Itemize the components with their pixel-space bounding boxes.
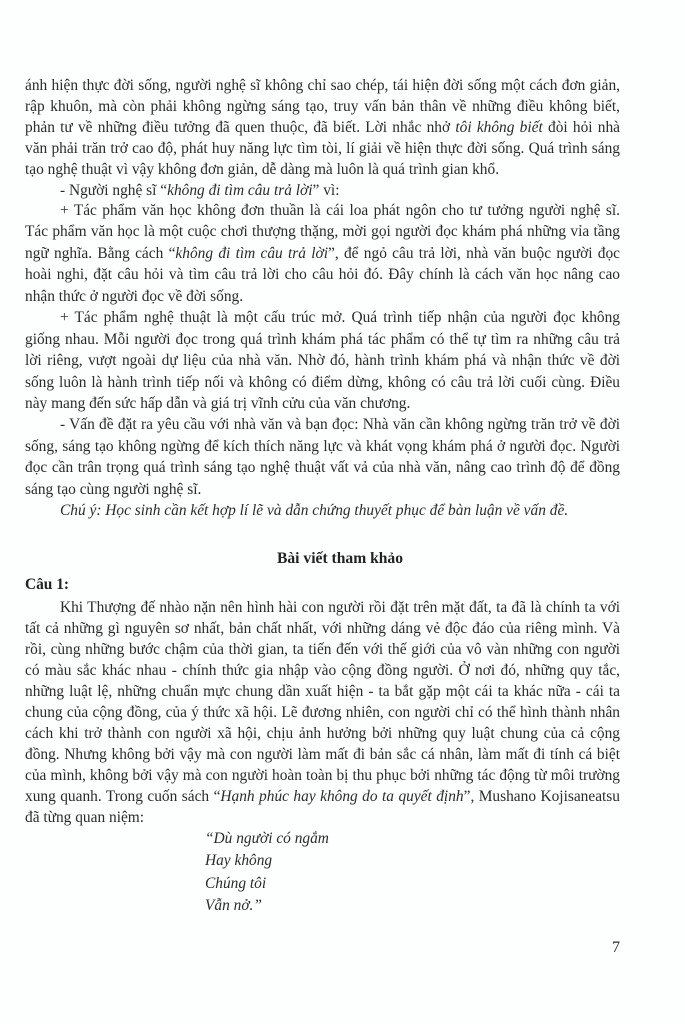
text-segment: những luật lệ, những chuẩn mực chung dần xuất hiện - ta bắt gặp một cái ta khác nữa - cái ta (25, 683, 620, 700)
text-line (25, 744, 620, 765)
text-segment: ngữ nghĩa. Bằng cách “ (25, 244, 176, 262)
text-segment: sáng tạo cùng người nghệ sĩ. (25, 480, 202, 498)
text-line (25, 723, 620, 744)
text-line (25, 457, 620, 478)
text-line (25, 264, 620, 285)
text-segment: giống nhau. Mỗi người đọc trong quá trình khám phá tác phẩm có thể tự tìm ra những câu trả (25, 330, 620, 348)
text-segment: có màu sắc khác nhau - chính thức gia nhập vào cộng đồng người. Ở nơi đó, những quy tắc, (25, 662, 620, 679)
text-line (25, 393, 620, 414)
italic-text: không đi tìm câu trả lời (167, 182, 313, 199)
text-line (25, 765, 620, 786)
text-line (25, 681, 620, 702)
text-segment: Khi Thượng đế nhào nặn nên hình hài con người rồi đặt trên mặt đất, ta đã là chính ta với (60, 599, 620, 616)
text-segment: - Vấn đề đặt ra yêu cầu với nhà văn và bạn đọc: Nhà văn cần không ngừng trăn trở về đời (60, 416, 620, 434)
text-segment: sống, sáng tạo không ngừng để kích thích năng lực và khát vọng khám phá ở người đọc. Người (25, 437, 620, 455)
text-line (25, 286, 620, 307)
text-line (25, 660, 620, 681)
text-line (25, 479, 620, 500)
text-segment: đọc cần trân trọng quá trình sáng tạo nghệ thuật vất vả của nhà văn, nâng cao trình độ để đồng (25, 459, 620, 477)
poem-line: “Dù người có ngắm (205, 830, 329, 847)
text-segment: đồng. Nhưng không bởi vậy mà con người làm mất đi bản sắc cá nhân, làm mất đi tính cá biệt (25, 746, 620, 763)
italic-text: Chú ý: Học sinh cần kết hợp lí lẽ và dẫn chứng thuyết phục để bàn luận về vấn đề. (60, 502, 569, 520)
text-segment: đã từng quan niệm: (25, 809, 145, 826)
page-number: 7 (612, 939, 620, 956)
text-line (25, 243, 620, 264)
italic-text: không đi tìm câu trả lời (175, 244, 329, 262)
text-segment: ánh hiện thực đời sống, người nghệ sĩ không chỉ sao chép, tái hiện đời sống một cách đơn giản, (25, 77, 620, 94)
text-segment: + Tác phẩm văn học không đơn thuần là cái loa phát ngôn cho tư tưởng người nghệ sĩ. (60, 202, 620, 219)
text-segment: rồi, cùng những bước chậm của thời gian, ta tiến đến với thế giới của vô vàn những con người (25, 641, 620, 658)
text-line (25, 307, 620, 328)
text-segment: xung quanh. Trong cuốn sách “ (25, 788, 221, 805)
text-line (25, 436, 620, 457)
text-line (25, 138, 620, 159)
paragraph-block-essay (25, 597, 620, 828)
text-segment: rập khuôn, mà còn phải không ngừng sáng tạo, truy vấn bản thân về những điều không biết, (25, 98, 620, 115)
text-line (25, 159, 620, 180)
paragraph-block-arguments (25, 200, 620, 522)
text-line (25, 221, 620, 242)
text-segment: tạo nghệ thuật vì vậy không đơn giản, dễ dàng mà luôn là quá trình gian khổ. (25, 161, 500, 178)
text-line (25, 96, 620, 117)
text-segment: nhận thức ở người đọc về đời sống. (25, 287, 244, 305)
text-line (25, 702, 620, 723)
text-segment: đòi hỏi nhà (542, 119, 621, 136)
section-heading: Bài viết tham khảo (276, 550, 404, 567)
question-label: Câu 1: (25, 576, 70, 593)
text-line (25, 639, 620, 660)
text-line (25, 597, 620, 618)
text-segment: hoài nghi, đặt câu hỏi và tìm câu trả lời cho câu hỏi đó. Đây chính là cách văn học nâng cao (25, 266, 620, 284)
text-line (25, 329, 620, 350)
text-line (25, 807, 620, 828)
text-line (25, 117, 620, 138)
text-segment: - Người nghệ sĩ “ (60, 182, 168, 199)
text-line (25, 414, 620, 435)
text-segment: cách khi trở thành con người xã hội, chịu ảnh hưởng bởi những quy luật chung của cả cộng (25, 725, 620, 742)
poem-line: Vẫn nở.” (205, 896, 262, 914)
text-segment: này mang đến sức hấp dẫn và giá trị vĩnh cửu của văn chương. (25, 394, 411, 412)
text-segment: phản tư về những điều tưởng đã quen thuộc, đã biết. Lời nhắc nhở (25, 119, 456, 136)
text-line (25, 500, 620, 521)
text-segment: tất cả những gì nguyên sơ nhất, bản chất nhất, với những dáng vẻ độc đáo của riêng mình. Và (25, 620, 620, 637)
text-segment: + Tác phẩm nghệ thuật là một cấu trúc mở. Quá trình tiếp nhận của người đọc không (60, 309, 620, 327)
text-segment: ”, Mushano Kojisaneatsu (463, 788, 620, 805)
poem-quote (205, 828, 329, 917)
text-line (25, 618, 620, 639)
text-line (25, 180, 620, 201)
text-line (25, 372, 620, 393)
text-segment: ” vì: (312, 182, 340, 199)
text-segment: của mình, không bởi vậy mà con người hoàn toàn bị thu phục bởi những tác động từ môi trường (25, 767, 620, 784)
text-line (25, 350, 620, 371)
text-segment: ”, để ngỏ câu trả lời, nhà văn buộc người đọc (328, 244, 620, 262)
paragraph-block-intro (25, 75, 620, 201)
poem-line: Hay không (205, 852, 273, 870)
text-segment: văn phải trăn trở cao độ, phát huy năng lực tìm tòi, lí giải về hiện thực đời sống. Quá trình sáng (25, 140, 620, 157)
text-segment: lời riêng, vượt ngoài dự liệu của nhà văn. Nhờ đó, hành trình khám phá và nhận thức về đời (25, 352, 620, 370)
italic-text: Hạnh phúc hay không do ta quyết định (220, 788, 464, 805)
text-segment: chung của cộng đồng, của ý thức xã hội. Lẽ đương nhiên, con người chỉ có thể hình thành nhân (25, 704, 620, 721)
text-line (25, 200, 620, 221)
poem-line: Chúng tôi (205, 874, 267, 892)
text-segment: sống luôn là hành trình tiếp nối và không có điểm dừng, không có câu trả lời cuối cùng. Điều (25, 373, 620, 391)
text-line (25, 75, 620, 96)
italic-text: tôi không biết (455, 119, 543, 136)
text-segment: Tác phẩm văn học là một cuộc chơi thượng thặng, mời gọi người đọc khám phá những vỉa tầng (25, 223, 620, 241)
text-line (25, 786, 620, 807)
